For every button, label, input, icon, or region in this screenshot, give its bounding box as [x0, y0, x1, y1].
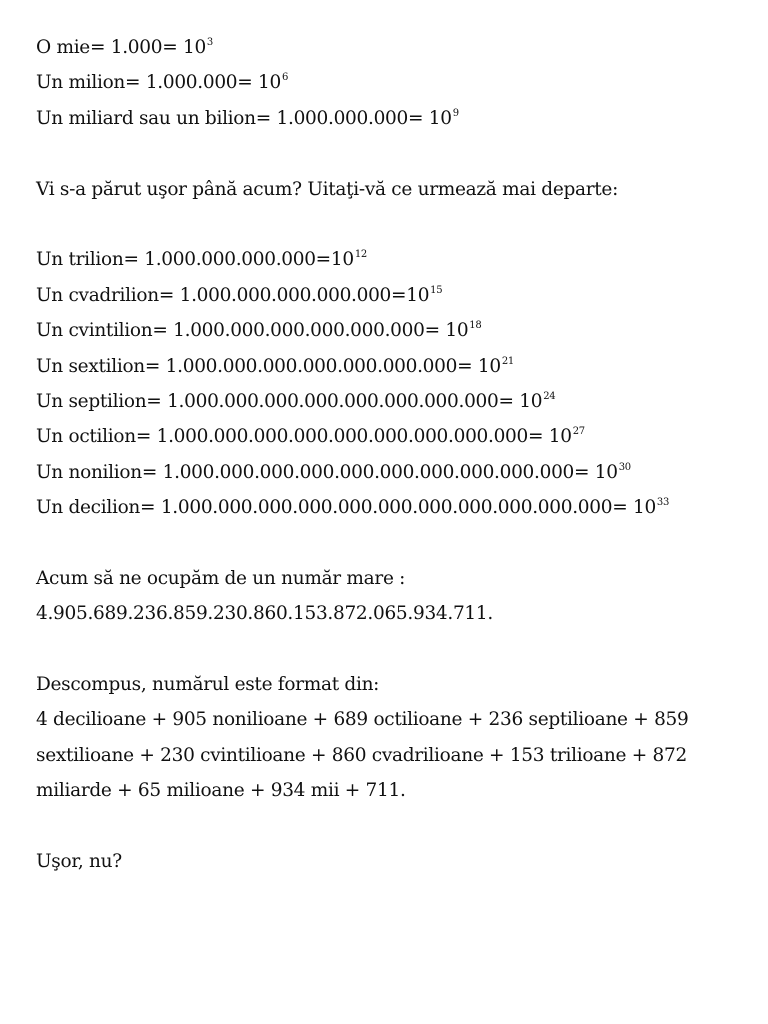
- spacer: [36, 525, 746, 560]
- closing-remark: Uşor, nu?: [36, 850, 122, 872]
- definition-text: Un septilion= 1.000.000.000.000.000.000.000.000= 10: [36, 390, 543, 412]
- exponent: 33: [656, 497, 670, 509]
- spacer: [36, 809, 746, 844]
- definition-line-quintillion: [36, 313, 746, 348]
- decomposition-line: miliarde + 65 milioane + 934 mii + 711.: [36, 780, 406, 802]
- exponent: 12: [354, 249, 367, 261]
- spacer: [36, 632, 746, 667]
- exponent: 27: [572, 426, 585, 438]
- decomposition-line: sextilioane + 230 cvintilioane + 860 cvadrilioane + 153 trilioane + 872: [36, 744, 687, 766]
- definition-line-trillion: [36, 242, 746, 277]
- exponent: 30: [618, 461, 631, 473]
- transition-sentence: Vi s-a părut uşor până acum? Uitaţi-vă ce urmează mai departe:: [36, 178, 619, 200]
- decomposition-line: 4 decilioane + 905 nonilioane + 689 octilioane + 236 septilioane + 859: [36, 709, 689, 731]
- definition-text: Un cvadrilion= 1.000.000.000.000.000=10: [36, 284, 430, 306]
- definition-line-decillion: [36, 490, 746, 525]
- exponent: 15: [430, 284, 443, 296]
- definition-line-million: [36, 65, 746, 100]
- definition-text: Un sextilion= 1.000.000.000.000.000.000.000= 10: [36, 355, 501, 377]
- exponent: 24: [543, 390, 556, 402]
- definition-text: Un cvintilion= 1.000.000.000.000.000.000= 10: [36, 320, 469, 342]
- spacer: [36, 136, 746, 171]
- exponent: 21: [501, 355, 514, 367]
- definition-line-nonillion: [36, 455, 746, 490]
- exponent: 3: [206, 37, 213, 48]
- definition-line-thousand: [36, 30, 746, 65]
- definition-line-quadrillion: [36, 278, 746, 313]
- definition-line-billion: [36, 101, 746, 136]
- exponent: 6: [282, 72, 289, 84]
- big-number-value: 4.905.689.236.859.230.860.153.872.065.934.711.: [36, 603, 493, 625]
- document-body: [36, 30, 746, 879]
- definition-text: O mie= 1.000= 10: [36, 37, 206, 58]
- exponent: 18: [469, 320, 482, 332]
- definition-text: Un decilion= 1.000.000.000.000.000.000.000.000.000.000.000= 10: [36, 497, 656, 519]
- definition-text: Un nonilion= 1.000.000.000.000.000.000.000.000.000.000= 10: [36, 461, 618, 483]
- decomposition-intro: Descompus, numărul este format din:: [36, 674, 380, 696]
- definition-text: Un miliard sau un bilion= 1.000.000.000= 10: [36, 107, 452, 129]
- definition-line-sextillion: [36, 349, 746, 384]
- definition-line-septillion: [36, 384, 746, 419]
- spacer: [36, 207, 746, 242]
- big-number-intro: Acum să ne ocupăm de un număr mare :: [36, 567, 406, 589]
- definition-text: Un octilion= 1.000.000.000.000.000.000.000.000.000= 10: [36, 426, 572, 448]
- definition-line-octillion: [36, 419, 746, 454]
- exponent: 9: [452, 107, 459, 119]
- definition-text: Un milion= 1.000.000= 10: [36, 72, 281, 94]
- definition-text: Un trilion= 1.000.000.000.000=10: [36, 249, 354, 271]
